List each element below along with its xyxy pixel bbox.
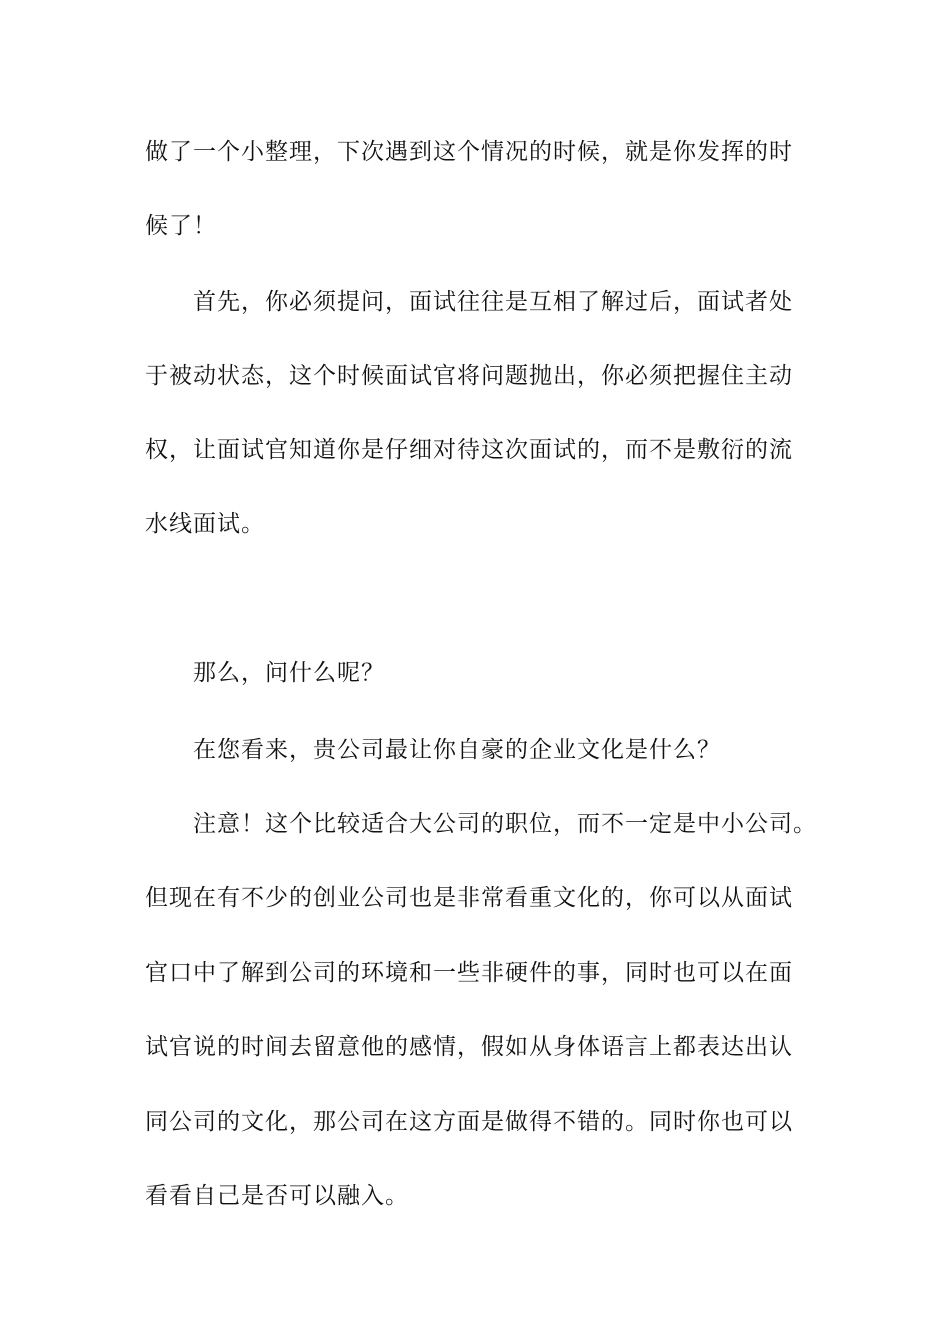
text-line: 权，让面试官知道你是仔细对待这次面试的，而不是敷衍的流 [145,437,793,463]
text-line: 官口中了解到公司的环境和一些非硬件的事，同时也可以在面 [145,960,793,986]
text-line: 候了！ [145,213,217,239]
text-line: 试官说的时间去留意他的感情，假如从身体语言上都表达出认 [145,1034,793,1060]
text-line: 看看自己是否可以融入。 [145,1183,409,1209]
text-line: 同公司的文化，那公司在这方面是做得不错的。同时你也可以 [145,1109,793,1135]
text-line: 做了一个小整理，下次遇到这个情况的时候，就是你发挥的时 [145,139,793,165]
text-line: 但现在有不少的创业公司也是非常看重文化的，你可以从面试 [145,885,793,911]
question-line: 在您看来，贵公司最让你自豪的企业文化是什么？ [193,737,721,763]
text-line: 于被动状态，这个时候面试官将问题抛出，你必须把握住主动 [145,363,793,389]
text-line: 水线面试。 [145,511,265,537]
question-line: 那么，问什么呢？ [193,660,385,686]
paragraph-start-line: 注意！这个比较适合大公司的职位，而不一定是中小公司。 [193,811,817,837]
paragraph-start-line: 首先，你必须提问，面试往往是互相了解过后，面试者处 [193,289,793,315]
